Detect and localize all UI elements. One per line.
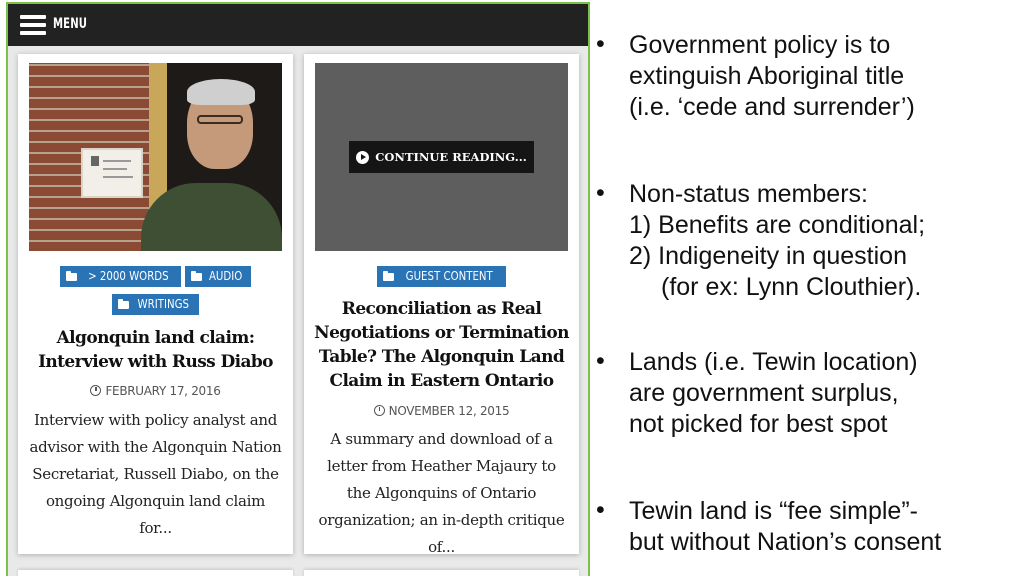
tag-writings[interactable]: WRITINGS xyxy=(112,294,200,315)
post-thumbnail-placeholder[interactable] xyxy=(315,63,568,251)
post-date: FEBRUARY 17, 2016 xyxy=(18,384,293,398)
bullet-line: but without Nation’s consent xyxy=(629,528,942,556)
clock-icon xyxy=(374,405,385,416)
bullet-line: Non-status members: xyxy=(629,180,868,208)
tag-2000-words[interactable]: > 2000 WORDS xyxy=(60,266,182,287)
clock-icon xyxy=(90,385,101,396)
post-excerpt: A summary and download of a letter from Heather Majaury to the Algonquins of Ontario organization; an in-depth critique of... xyxy=(318,430,565,556)
post-title[interactable]: Reconciliation as Real Negotiations or Termination Table? The Algonquin Land Claim in Eastern Ontario xyxy=(314,299,569,391)
bullet-dot: • xyxy=(596,179,605,207)
glasses xyxy=(197,115,243,124)
folder-icon xyxy=(383,273,394,281)
bullet-line: (for ex: Lynn Clouthier). xyxy=(661,273,922,301)
person-hair xyxy=(187,79,255,105)
post-excerpt: Interview with policy analyst and advisor with the Algonquin Nation Secretariat, Russell Diabo, on the ongoing Algonquin land claim for... xyxy=(29,411,282,537)
bullet-line: extinguish Aboriginal title xyxy=(629,62,905,90)
bullet-line: Tewin land is “fee simple”- xyxy=(629,497,918,525)
bullet-line: Lands (i.e. Tewin location) xyxy=(629,348,918,376)
post-tags xyxy=(304,266,579,294)
play-circle-icon xyxy=(356,151,369,164)
bullet-line: (i.e. ‘cede and surrender’) xyxy=(629,93,915,121)
bullet-dot: • xyxy=(596,496,605,524)
post-card-algonquin-interview xyxy=(18,54,293,554)
tag-audio[interactable]: AUDIO xyxy=(185,266,251,287)
post-tags xyxy=(18,266,293,322)
bullet-line: not picked for best spot xyxy=(629,410,888,438)
bullet-line: Government policy is to xyxy=(629,31,891,59)
framed-certificate xyxy=(81,148,143,198)
hamburger-menu-icon[interactable] xyxy=(20,15,46,35)
post-card-reconciliation xyxy=(304,54,579,554)
next-card-edge xyxy=(18,570,293,576)
top-navigation-bar xyxy=(8,4,588,46)
bullet-line: are government surplus, xyxy=(629,379,899,407)
continue-reading-button[interactable]: CONTINUE READING... xyxy=(349,141,534,173)
tag-guest-content[interactable]: GUEST CONTENT xyxy=(377,266,506,287)
folder-icon xyxy=(118,301,129,309)
bullet-dot: • xyxy=(596,347,605,375)
bullet-dot: • xyxy=(596,30,605,58)
post-date: NOVEMBER 12, 2015 xyxy=(304,404,579,418)
post-title[interactable]: Algonquin land claim: Interview with Russ Diabo xyxy=(38,328,273,372)
website-screenshot xyxy=(6,2,590,576)
folder-icon xyxy=(191,273,202,281)
next-card-edge xyxy=(304,570,579,576)
menu-label[interactable]: MENU xyxy=(53,16,88,32)
bullet-line: 1) Benefits are conditional; xyxy=(629,211,926,239)
bullet-line: 2) Indigeneity in question xyxy=(629,242,907,270)
folder-icon xyxy=(66,273,77,281)
post-thumbnail-photo[interactable] xyxy=(29,63,282,251)
